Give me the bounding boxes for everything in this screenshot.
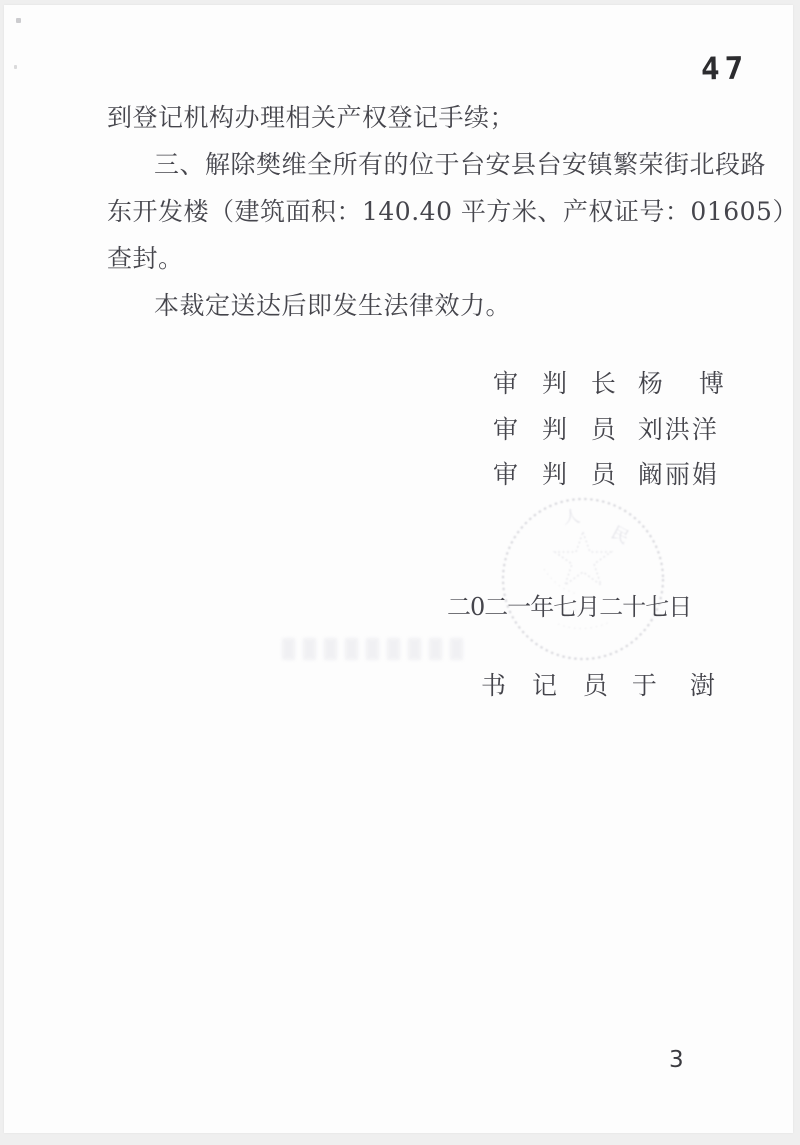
judge-name: 杨 博 (637, 369, 726, 398)
svg-text:人: 人 (561, 506, 582, 529)
judge-name: 刘洪洋 (637, 414, 719, 444)
page-number: 3 (669, 1047, 684, 1073)
scanned-document-page (4, 5, 798, 1133)
ruling-date: 二0二一年七月二十七日 (447, 593, 692, 621)
court-seal-icon (498, 494, 668, 664)
judge-role: 审 判 员 (493, 414, 616, 444)
ruling-body-paragraph (107, 94, 798, 329)
judge-role: 审 判 长 (493, 369, 616, 398)
signature-row (493, 407, 726, 453)
body-line: 本裁定送达后即发生法律效力。 (154, 291, 512, 320)
svg-text:民: 民 (607, 522, 633, 549)
signature-row (493, 452, 726, 498)
judge-role: 审 判 员 (493, 460, 616, 489)
scan-speck (14, 65, 17, 69)
body-line: 查封。 (107, 244, 184, 273)
clerk-name: 于 澍 (631, 671, 715, 700)
clerk-role: 书 记 员 (481, 671, 608, 700)
body-line: 东开发楼（建筑面积：140.40 平方米、产权证号：01605） (107, 197, 798, 226)
judge-name: 阚丽娟 (637, 460, 719, 489)
faint-stamp-smudge (282, 638, 468, 660)
folio-number-stamp: 47 (700, 50, 749, 88)
body-line: 到登记机构办理相关产权登记手续； (107, 103, 516, 132)
official-seal (498, 494, 668, 664)
clerk-signature-row (481, 666, 715, 702)
signature-row (493, 361, 726, 407)
body-line: 三、解除樊维全所有的位于台安县台安镇繁荣街北段路 (154, 150, 767, 179)
scan-speck (16, 18, 21, 23)
judges-signature-block (493, 361, 726, 498)
